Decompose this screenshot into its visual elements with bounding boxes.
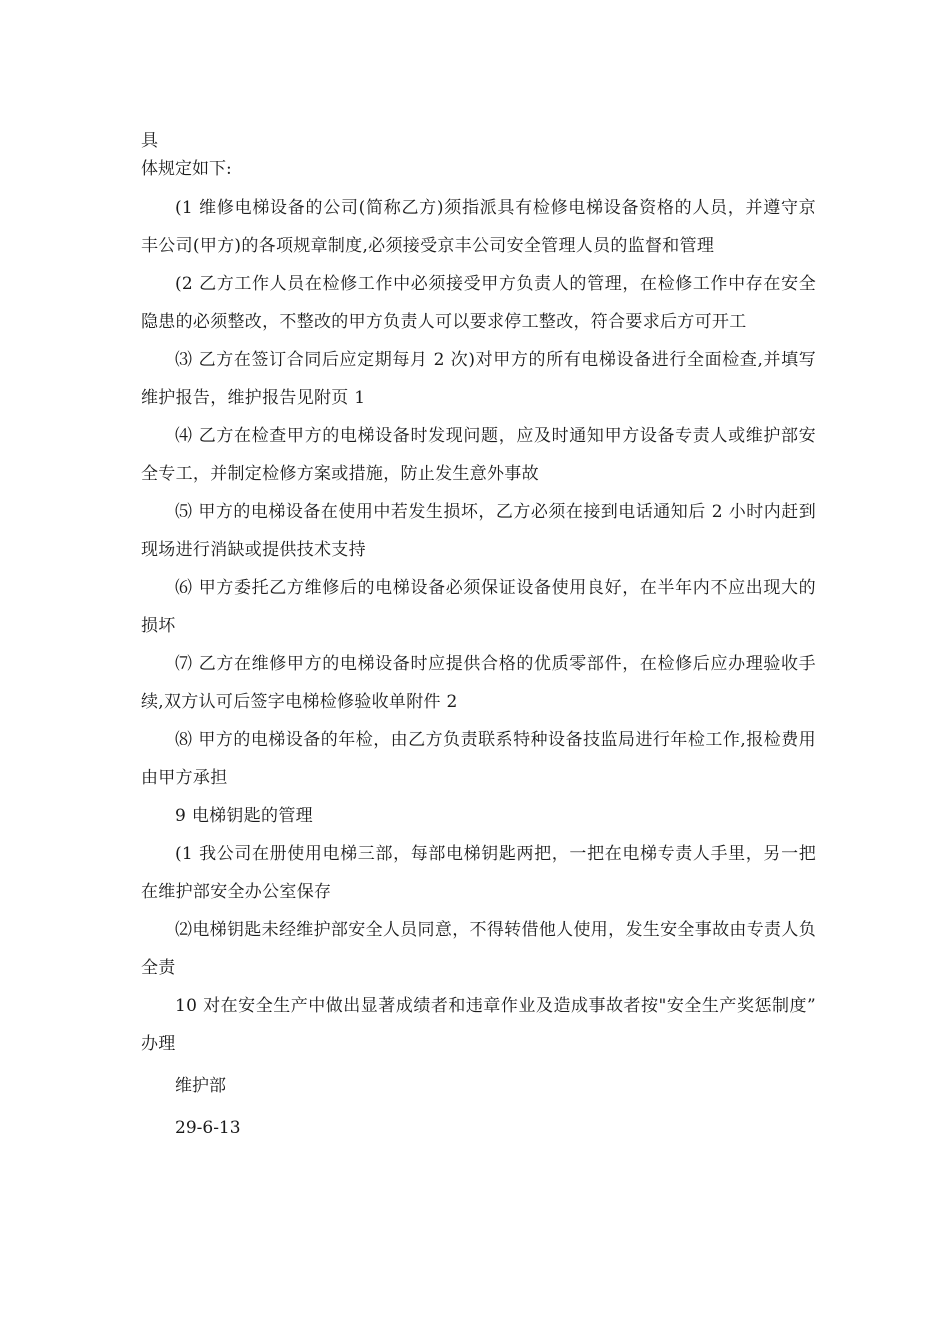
paragraph-10: (1 我公司在册使用电梯三部，每部电梯钥匙两把，一把在电梯专责人手里，另一把在维护部安全办公室保存: [141, 844, 816, 902]
signature: 维护部: [175, 1076, 226, 1096]
paragraph-8: ⑻ 甲方的电梯设备的年检，由乙方负责联系特种设备技监局进行年检工作,报检费用由甲方承担: [141, 730, 816, 788]
text-line-2: 体规定如下:: [141, 159, 232, 179]
date: 29-6-13: [175, 1118, 241, 1138]
paragraph-4: ⑷ 乙方在检查甲方的电梯设备时发现问题，应及时通知甲方设备专责人或维护部安全专工，并制定检修方案或措施，防止发生意外事故: [141, 426, 816, 484]
paragraph-6: ⑹ 甲方委托乙方维修后的电梯设备必须保证设备使用良好，在半年内不应出现大的损坏: [141, 578, 816, 636]
paragraph-5: ⑸ 甲方的电梯设备在使用中若发生损坏，乙方必须在接到电话通知后 2 小时内赶到现场进行消缺或提供技术支持: [141, 502, 816, 560]
paragraph-1: (1 维修电梯设备的公司(简称乙方)须指派具有检修电梯设备资格的人员，并遵守京丰公司(甲方)的各项规章制度,必须接受京丰公司安全管理人员的监督和管理: [141, 198, 816, 256]
paragraph-3: ⑶ 乙方在签订合同后应定期每月 2 次)对甲方的所有电梯设备进行全面检查,并填写维护报告，维护报告见附页 1: [141, 350, 816, 408]
paragraph-9: 9 电梯钥匙的管理: [175, 806, 313, 826]
paragraph-12: 10 对在安全生产中做出显著成绩者和违章作业及造成事故者按"安全生产奖惩制度” 办理: [141, 996, 816, 1054]
paragraph-2: (2 乙方工作人员在检修工作中必须接受甲方负责人的管理，在检修工作中存在安全隐患的必须整改，不整改的甲方负责人可以要求停工整改，符合要求后方可开工: [141, 274, 816, 332]
document-page: [141, 127, 816, 1147]
text-line-1: 具: [141, 131, 158, 151]
paragraph-11: ⑵电梯钥匙未经维护部安全人员同意，不得转借他人使用，发生安全事故由专责人负全责: [141, 920, 816, 978]
paragraph-7: ⑺ 乙方在维修甲方的电梯设备时应提供合格的优质零部件，在检修后应办理验收手续,双方认可后签字电梯检修验收单附件 2: [141, 654, 816, 712]
